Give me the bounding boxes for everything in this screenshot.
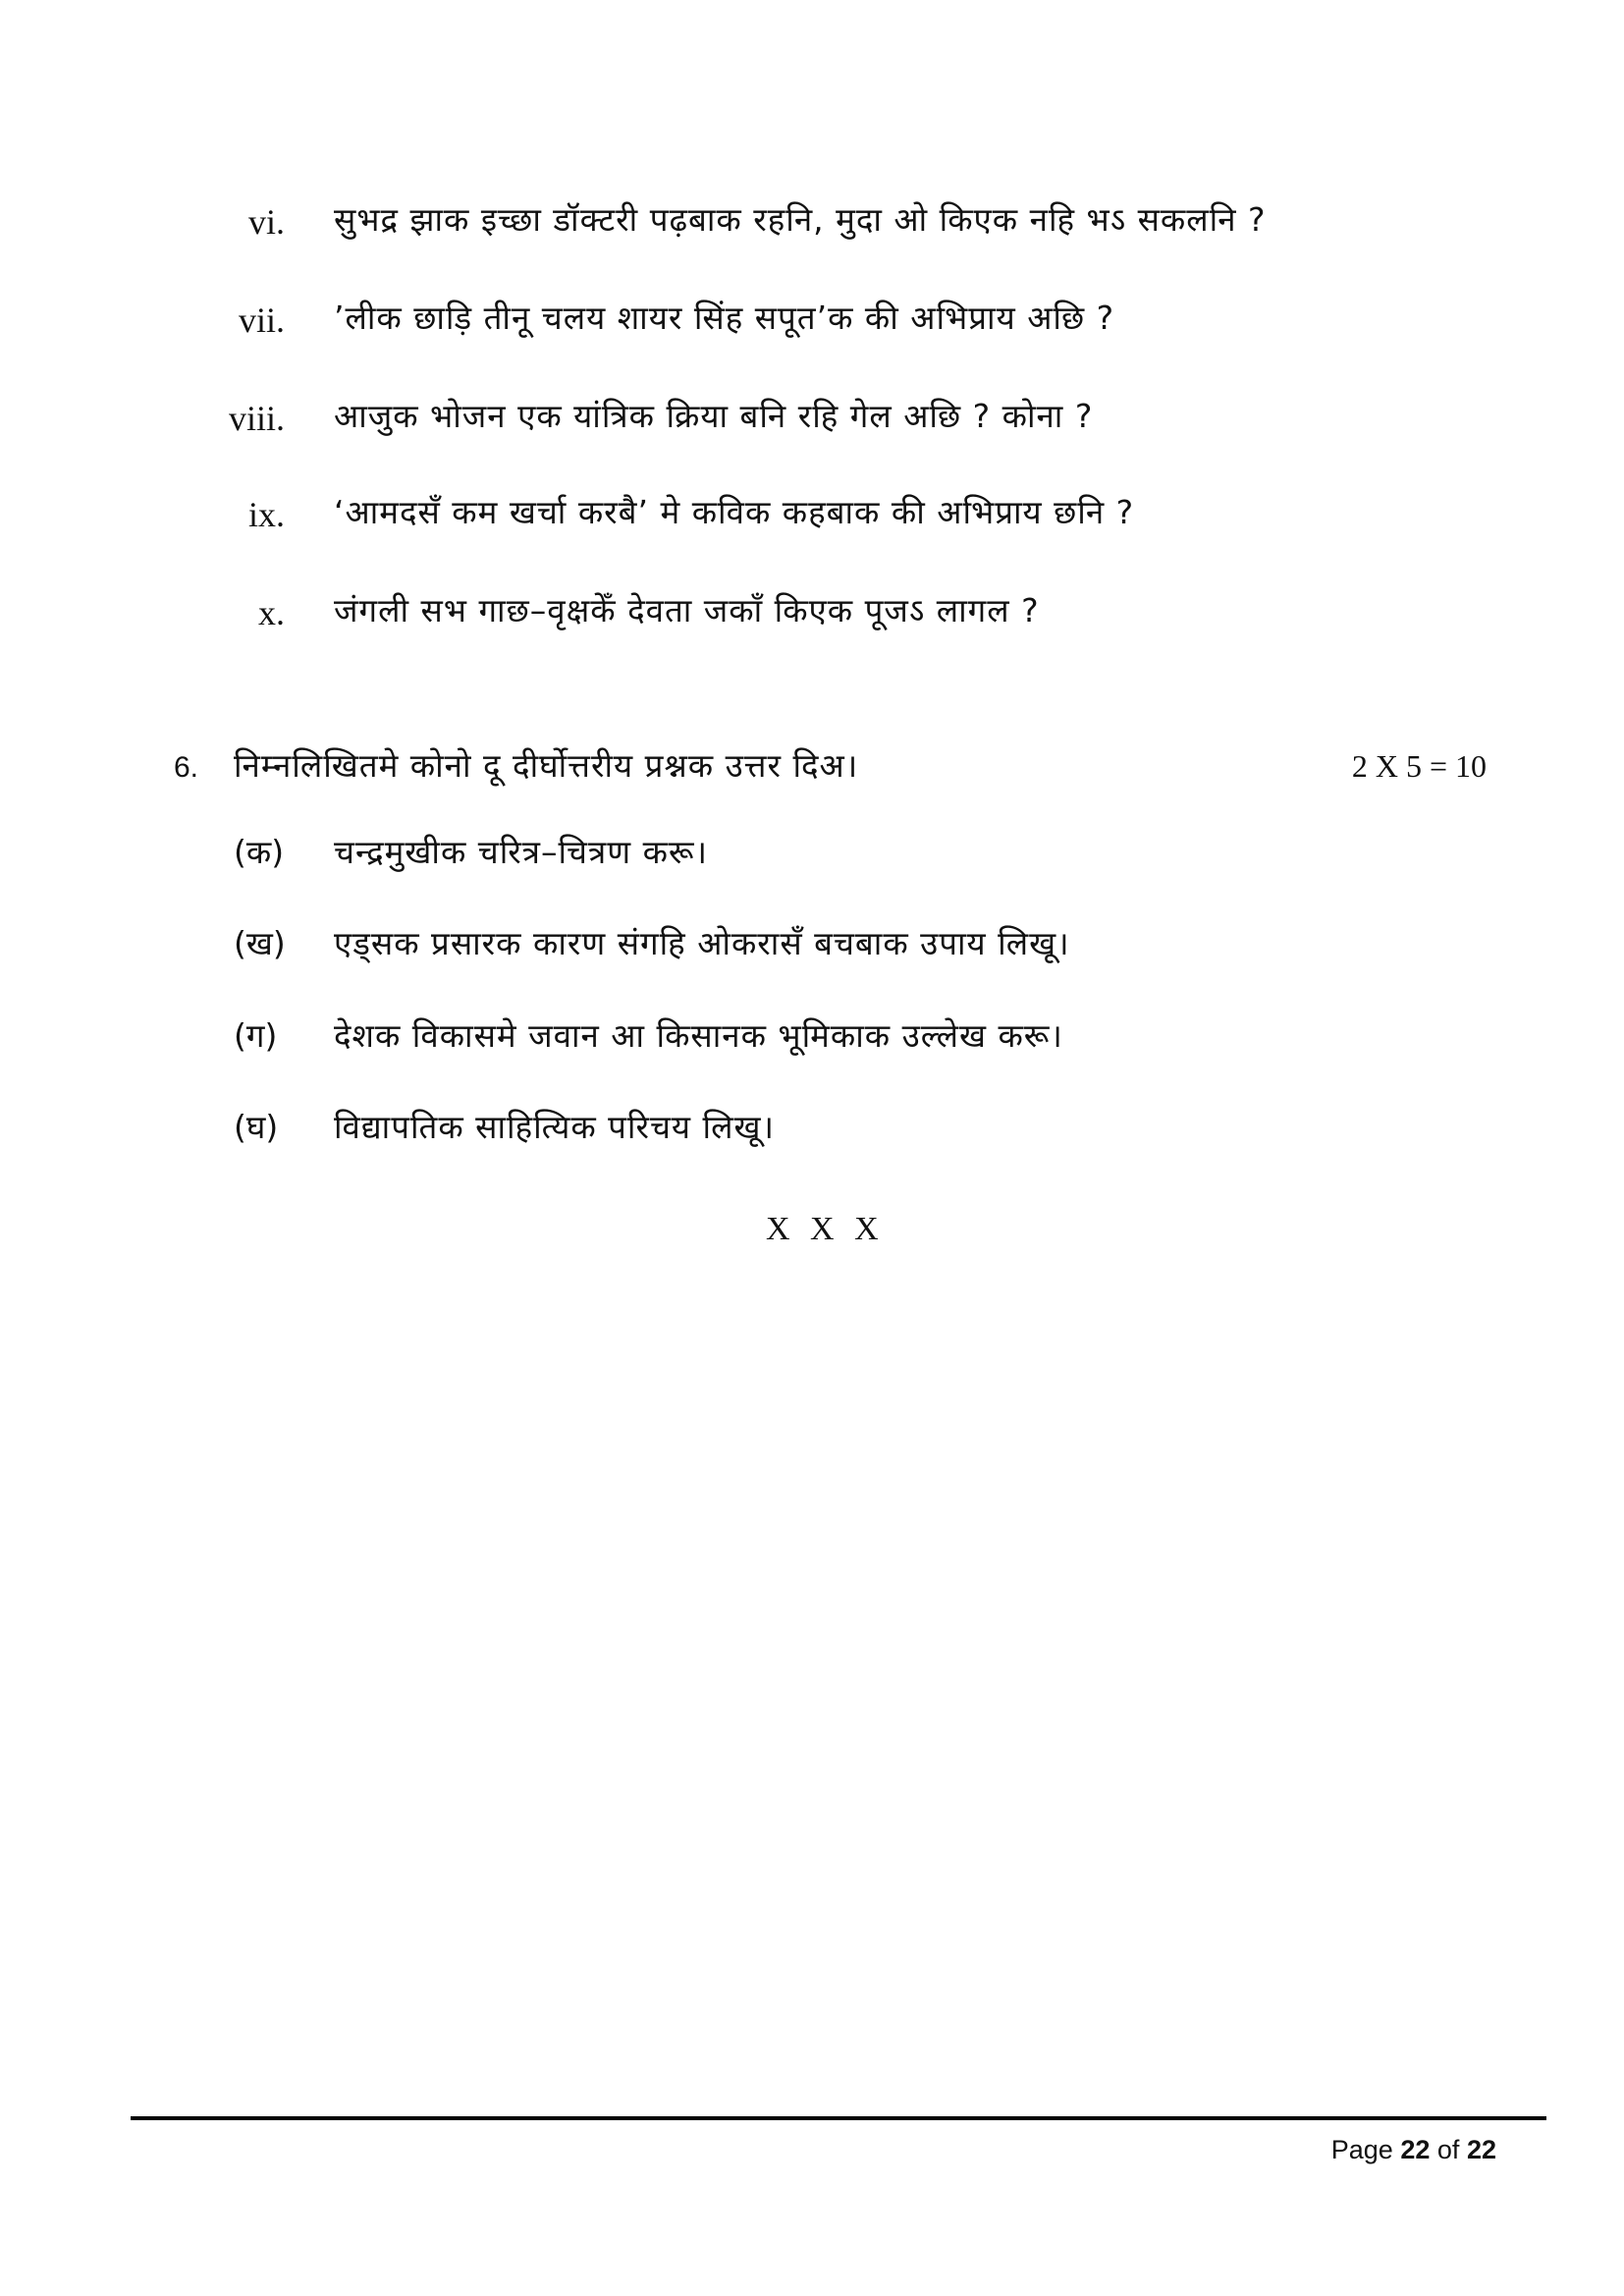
footer-divider [131,2116,1546,2120]
current-page: 22 [1400,2135,1431,2164]
question-text: ‘आमदसँ कम खर्चा करबै’ मे कविक कहबाक की अभिप्राय छनि ? [334,493,1135,531]
section-number: 6. [174,751,199,784]
question-label: (घ) [234,1108,279,1146]
question-vi [0,192,1624,242]
long-question-ka [0,825,1624,874]
question-number: vi. [247,202,285,242]
question-text: ’लीक छाड़ि तीनू चलय शायर सिंह सपूत’क की अभिप्राय अछि ? [334,299,1115,337]
question-label: (ख) [234,924,286,962]
question-viii [0,389,1624,438]
question-number: viii. [228,399,285,438]
question-label: (क) [234,833,285,871]
long-question-gha [0,1100,1624,1149]
question-text: एड्सक प्रसारक कारण संगहि ओकरासँ बचबाक उपाय लिखू। [334,924,1070,962]
question-text: देशक विकासमे जवान आ किसानक भूमिकाक उल्लेख करू। [334,1016,1063,1055]
question-number: x. [258,593,285,632]
question-x [0,583,1624,632]
question-text: जंगली सभ गाछ–वृक्षकेँ देवता जकाँ किएक पूजऽ लागल ? [334,591,1040,629]
long-question-kha [0,916,1624,965]
question-text: विद्यापतिक साहित्यिक परिचय लिखू। [334,1108,775,1146]
section-marks: 2 X 5 = 10 [1351,748,1487,784]
question-ix [0,485,1624,534]
question-text: आजुक भोजन एक यांत्रिक क्रिया बनि रहि गेल अछि ? कोना ? [334,397,1094,435]
page-number [1331,2133,1496,2166]
section-6-heading [0,738,1624,788]
end-of-paper-mark: X X X [766,1211,885,1247]
total-pages: 22 [1466,2135,1496,2164]
page-prefix: Page [1330,2135,1393,2164]
question-number: ix. [247,495,285,534]
question-vii [0,291,1624,340]
page-separator: of [1436,2135,1460,2164]
question-number: vii. [238,301,285,340]
question-label: (ग) [234,1016,278,1055]
section-instruction: निम्नलिखितमे कोनो दू दीर्घोत्तरीय प्रश्नक उत्तर दिअ। [234,746,859,785]
question-text: सुभद्र झाक इच्छा डॉक्टरी पढ़बाक रहनि, मुदा ओ किएक नहि भऽ सकलनि ? [334,200,1267,239]
long-question-ga [0,1009,1624,1058]
question-text: चन्द्रमुखीक चरित्र–चित्रण करू। [334,833,709,871]
